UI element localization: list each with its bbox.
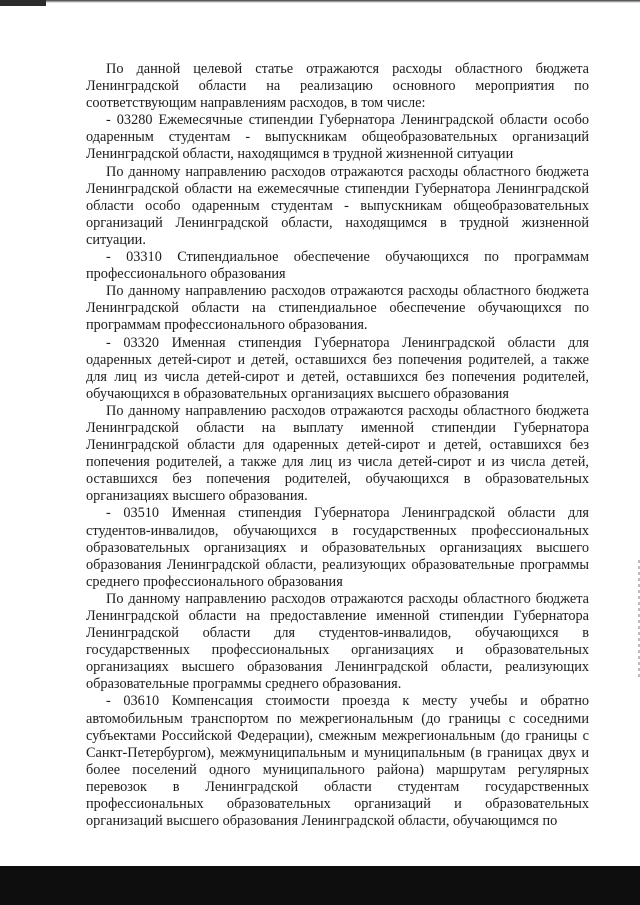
- paragraph-item-03610: - 03610 Компенсация стоимости проезда к месту учебы и обратно автомобильным транспортом по межрегиональным (до границы с соседними субъектами Российской Федерации), смежным межрегиональным (до границы с Санкт-Петербургом), межмуниципальным и муниципальным (в границах двух и более поселений одного муниципального района) маршрутам регулярных перевозок в Ленинградской области студентам государственных профессиональных образовательных организаций и образовательных организаций высшего образования Ленинградской области, обучающимся по: [86, 693, 589, 830]
- scan-edge-top: [0, 0, 640, 3]
- paragraph-item-03320: - 03320 Именная стипендия Губернатора Ленинградской области для одаренных детей-сирот и детей, оставшихся без попечения родителей, а также для лиц из числа детей-сирот и детей, оставшихся без попечения родителей, обучающихся в образовательных организациях высшего образования: [86, 334, 589, 402]
- scan-edge-corner: [0, 0, 46, 6]
- paragraph-description-03320: По данному направлению расходов отражаются расходы областного бюджета Ленинградской области на выплату именной стипендии Губернатора Ленинградской области для одаренных детей-сирот и детей, оставшихся без попечения родителей, а также для лиц из числа детей-сирот и из числа детей, оставшихся без попечения родителей, обучающихся в образовательных организациях высшего образования.: [86, 402, 589, 505]
- paragraph-description-03310: По данному направлению расходов отражаются расходы областного бюджета Ленинградской области на стипендиальное обеспечение обучающихся по программам профессионального образования.: [86, 283, 589, 334]
- scan-edge-bottom: [0, 866, 640, 905]
- paragraph-item-03280: - 03280 Ежемесячные стипендии Губернатора Ленинградской области особо одаренным студентам - выпускникам общеобразовательных организаций Ленинградской области, находящимся в трудной жизненной ситуации: [86, 112, 589, 163]
- document-page: [86, 61, 589, 830]
- paragraph-item-03510: - 03510 Именная стипендия Губернатора Ленинградской области для студентов-инвалидов, обучающихся в государственных профессиональных образовательных организациях и образовательных организациях высшего образования Ленинградской области, реализующих образовательные программы среднего профессионального образования: [86, 505, 589, 590]
- paragraph-item-03310: - 03310 Стипендиальное обеспечение обучающихся по программам профессионального образования: [86, 249, 589, 283]
- paragraph-intro: По данной целевой статье отражаются расходы областного бюджета Ленинградской области на реализацию основного мероприятия по соответствующим направлениям расходов, в том числе:: [86, 61, 589, 112]
- paragraph-description-03280: По данному направлению расходов отражаются расходы областного бюджета Ленинградской области на ежемесячные стипендии Губернатора Ленинградской области особо одаренным студентам - выпускникам общеобразовательных организаций Ленинградской области, находящимся в трудной жизненной ситуации.: [86, 163, 589, 248]
- paragraph-description-03510: По данному направлению расходов отражаются расходы областного бюджета Ленинградской области на предоставление именной стипендии Губернатора Ленинградской области для студентов-инвалидов, обучающихся в государственных профессиональных организациях и образовательных организациях высшего образования Ленинградской области, реализующих образовательные программы среднего образования.: [86, 590, 589, 693]
